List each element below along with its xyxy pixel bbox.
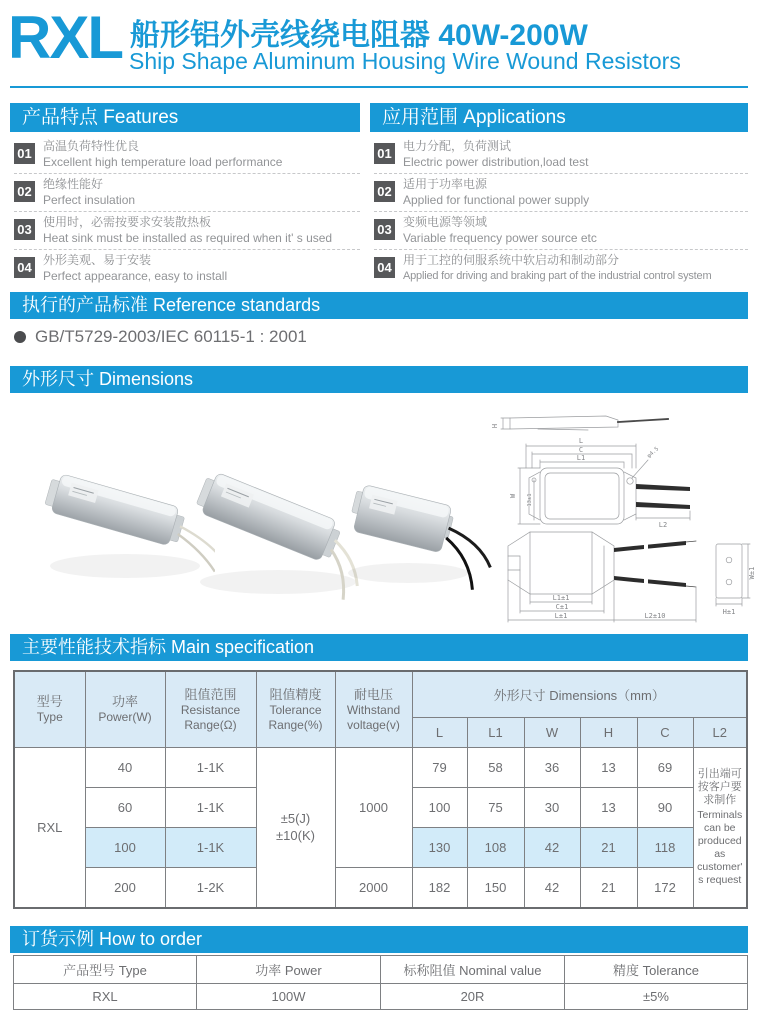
item-number-badge: 04 — [374, 257, 395, 278]
dimension-drawing — [488, 396, 760, 633]
header-divider — [10, 86, 748, 88]
item-number-badge: 03 — [14, 219, 35, 240]
cell-dim: 69 — [637, 748, 693, 788]
item-number-badge: 02 — [14, 181, 35, 202]
section-heading-dimensions: 外形尺寸 Dimensions — [10, 366, 748, 393]
cell-dim: 118 — [637, 828, 693, 868]
cell-dim: 75 — [467, 788, 524, 828]
dim-label-w-tol: W±1 — [748, 566, 756, 580]
cell-resistance: 1-1K — [165, 788, 256, 828]
feature-text-zh: 外形美观、易于安装 — [43, 253, 152, 267]
order-value-type: RXL — [14, 984, 197, 1010]
feature-text-zh: 高温负荷特性优良 — [43, 139, 140, 153]
order-header-row — [14, 956, 748, 984]
col-header-L2: L2 — [693, 718, 747, 748]
application-text-en: Electric power distribution,load test — [403, 155, 589, 169]
dim-label-w: W — [509, 493, 517, 499]
feature-item — [14, 250, 360, 288]
applications-list — [374, 136, 748, 288]
cell-tolerance: ±5(J) ±10(K) — [256, 748, 335, 908]
cell-dim: 90 — [637, 788, 693, 828]
order-col-nominal: 标称阻值 Nominal value — [381, 956, 565, 984]
application-text-zh: 电力分配，负荷测试 — [403, 139, 512, 153]
application-text-zh: 变频电源等领域 — [403, 215, 488, 229]
cell-power: 200 — [85, 868, 165, 908]
section-heading-features: 产品特点 Features — [10, 103, 360, 132]
application-item — [374, 174, 748, 212]
bullet-icon — [14, 331, 26, 343]
cell-dim: 150 — [467, 868, 524, 908]
col-header-dimensions-group: 外形尺寸 Dimensions（mm） — [412, 671, 747, 718]
cell-power: 60 — [85, 788, 165, 828]
application-text-zh: 适用于功率电源 — [403, 177, 488, 191]
item-number-badge: 01 — [374, 143, 395, 164]
application-text-en: Applied for driving and braking part of the industrial control system — [403, 270, 712, 282]
order-col-tolerance: 精度 Tolerance — [565, 956, 748, 984]
application-item — [374, 212, 748, 250]
col-header-L: L — [412, 718, 467, 748]
cell-dim: 36 — [524, 748, 580, 788]
cell-power: 40 — [85, 748, 165, 788]
table-row — [14, 868, 747, 908]
cell-dim: 182 — [412, 868, 467, 908]
dim-label-l: L — [578, 437, 584, 445]
dim-label-c-tol: C±1 — [555, 603, 569, 611]
cell-dim: 42 — [524, 828, 580, 868]
col-header-tolerance: 阻值精度 Tolerance Range(%) — [256, 671, 335, 748]
standards-value: GB/T5729-2003/IEC 60115-1 : 2001 — [35, 327, 307, 346]
spec-table — [13, 670, 748, 909]
cell-dim: 21 — [580, 868, 637, 908]
item-number-badge: 03 — [374, 219, 395, 240]
table-row — [14, 748, 747, 788]
feature-text-en: Heat sink must be installed as required when it' s used — [43, 231, 333, 245]
dim-label-l1: L1 — [576, 454, 586, 462]
item-number-badge: 04 — [14, 257, 35, 278]
cell-terminals-note: 引出端可按客户要求制作 Terminals can be produced as customer' s request — [693, 748, 747, 908]
order-value-tolerance: ±5% — [565, 984, 748, 1010]
cell-dim: 21 — [580, 828, 637, 868]
dim-label-offset: 13±1 — [527, 493, 533, 507]
application-text-en: Variable frequency power source etc — [403, 231, 597, 245]
cell-type: RXL — [14, 748, 85, 908]
section-heading-standards: 执行的产品标准 Reference standards — [10, 292, 748, 319]
col-header-type: 型号 Type — [14, 671, 85, 748]
cell-dim: 100 — [412, 788, 467, 828]
cell-dim: 108 — [467, 828, 524, 868]
cell-resistance: 1-1K — [165, 748, 256, 788]
cell-dim: 58 — [467, 748, 524, 788]
cell-dim: 30 — [524, 788, 580, 828]
feature-text-en: Perfect insulation — [43, 193, 136, 207]
cell-withstand-1000: 1000 — [335, 748, 412, 868]
feature-item — [14, 174, 360, 212]
feature-item — [14, 212, 360, 250]
dim-label-h: H — [491, 423, 499, 429]
dim-label-hole: φ4.5 — [646, 446, 661, 460]
cell-dim: 172 — [637, 868, 693, 908]
col-header-resistance: 阻值范围 Resistance Range(Ω) — [165, 671, 256, 748]
order-value-nominal: 20R — [381, 984, 565, 1010]
col-header-C: C — [637, 718, 693, 748]
dim-label-l1-tol: L1±1 — [552, 594, 570, 602]
cell-resistance: 1-1K — [165, 828, 256, 868]
page-title-en: Ship Shape Aluminum Housing Wire Wound Resistors — [129, 48, 681, 74]
order-col-power: 功率 Power — [197, 956, 381, 984]
order-value-power: 100W — [197, 984, 381, 1010]
feature-text-en: Excellent high temperature load performance — [43, 155, 283, 169]
brand-logo: RXL — [8, 4, 122, 71]
col-header-L1: L1 — [467, 718, 524, 748]
dim-label-l2: L2 — [658, 521, 668, 529]
item-number-badge: 02 — [374, 181, 395, 202]
col-header-W: W — [524, 718, 580, 748]
col-header-withstand: 耐电压 Withstand voltage(v) — [335, 671, 412, 748]
order-col-type: 产品型号 Type — [14, 956, 197, 984]
cell-withstand-2000: 2000 — [335, 868, 412, 908]
application-text-zh: 用于工控的伺服系统中软启动和制动部分 — [403, 253, 620, 267]
cell-resistance: 1-2K — [165, 868, 256, 908]
standards-line — [14, 327, 307, 347]
application-text-en: Applied for functional power supply — [403, 193, 590, 207]
feature-item — [14, 136, 360, 174]
item-number-badge: 01 — [14, 143, 35, 164]
cell-dim: 13 — [580, 788, 637, 828]
col-header-power: 功率 Power(W) — [85, 671, 165, 748]
dim-label-h-tol: H±1 — [722, 608, 736, 616]
section-heading-order: 订货示例 How to order — [10, 926, 748, 953]
section-heading-applications: 应用范围 Applications — [370, 103, 748, 132]
section-heading-spec: 主要性能技术指标 Main specification — [10, 634, 748, 661]
cell-dim: 130 — [412, 828, 467, 868]
page-title-zh: 船形铝外壳线绕电阻器 40W-200W — [130, 19, 588, 52]
feature-text-zh: 绝缘性能好 — [43, 177, 104, 191]
cell-dim: 79 — [412, 748, 467, 788]
features-list — [14, 136, 360, 288]
cell-dim: 13 — [580, 748, 637, 788]
order-value-row — [14, 984, 748, 1010]
application-item — [374, 250, 748, 288]
dim-label-c: C — [578, 446, 584, 454]
dim-label-l-tol: L±1 — [554, 612, 568, 620]
cell-power: 100 — [85, 828, 165, 868]
product-photo-small — [328, 455, 493, 610]
order-table — [13, 955, 748, 1010]
feature-text-en: Perfect appearance, easy to install — [43, 269, 228, 283]
application-item — [374, 136, 748, 174]
cell-dim: 42 — [524, 868, 580, 908]
dim-label-l2-tol: L2±10 — [644, 612, 666, 620]
col-header-H: H — [580, 718, 637, 748]
feature-text-zh: 使用时，必需按要求安装散热板 — [43, 215, 212, 229]
